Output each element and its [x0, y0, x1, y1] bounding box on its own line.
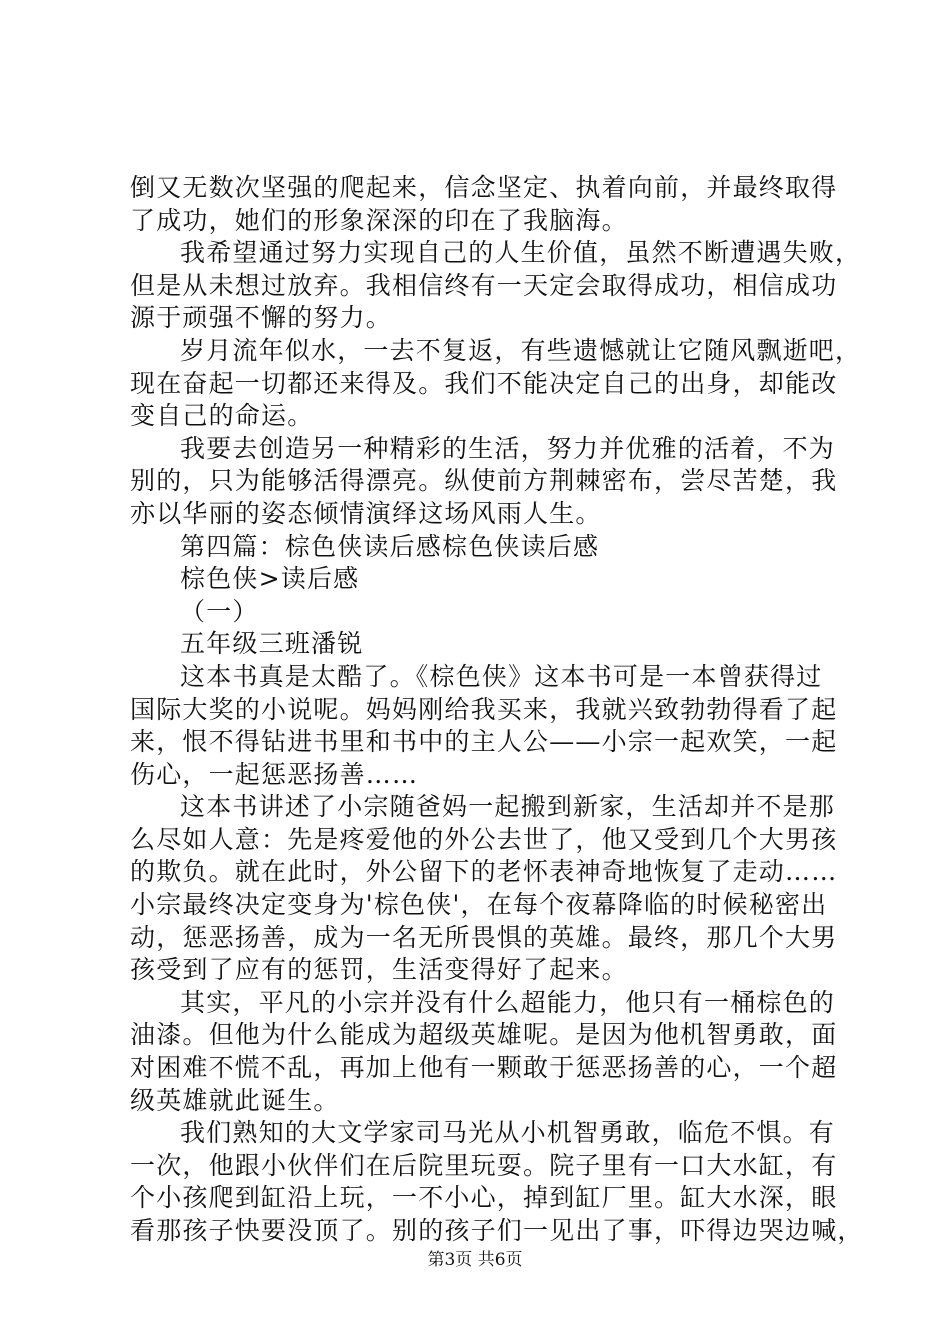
- text-line: 源于顽强不懈的努力。: [130, 303, 393, 333]
- text-line: 我要去创造另一种精彩的生活，努力并优雅的活着，不为: [180, 433, 836, 463]
- text-line: （一）: [180, 596, 259, 626]
- text-line: 其实，平凡的小宗并没有什么超能力，他只有一桶棕色的: [180, 987, 836, 1017]
- text-line: 一次，他跟小伙伴们在后院里玩耍。院子里有一口大水缸，有: [130, 1150, 838, 1180]
- text-line: 级英雄就此诞生。: [130, 1085, 340, 1115]
- text-line: 小宗最终决定变身为'棕色侠'，在每个夜幕降临的时候秘密出: [130, 890, 828, 920]
- text-line: 的欺负。就在此时，外公留下的老怀表神奇地恢复了走动……: [130, 857, 838, 887]
- text-line: 倒又无数次坚强的爬起来，信念坚定、执着向前，并最终取得: [130, 173, 838, 202]
- text-line: 对困难不慌不乱，再加上他有一颗敢于惩恶扬善的心，一个超: [130, 1053, 838, 1083]
- text-line: 现在奋起一切都还来得及。我们不能决定自己的出身，却能改: [130, 368, 838, 398]
- text-line: 看那孩子快要没顶了。别的孩子们一见出了事，吓得边哭边喊，: [130, 1216, 864, 1245]
- text-line: 别的，只为能够活得漂亮。纵使前方荆棘密布，尝尽苦楚，我: [130, 466, 838, 496]
- text-line: 第四篇：棕色侠读后感棕色侠读后感: [180, 531, 600, 561]
- text-line: 么尽如人意：先是疼爱他的外公去世了，他又受到几个大男孩: [130, 824, 838, 854]
- text-line: 这本书讲述了小宗随爸妈一起搬到新家，生活却并不是那: [180, 792, 836, 822]
- text-line: 国际大奖的小说呢。妈妈刚给我买来，我就兴致勃勃得看了起: [130, 694, 838, 724]
- text-line: 我们熟知的大文学家司马光从小机智勇敢，临危不惧。有: [180, 1118, 836, 1148]
- text-line: 个小孩爬到缸沿上玩，一不小心，掉到缸厂里。缸大水深，眼: [130, 1183, 838, 1213]
- text-line: 我希望通过努力实现自己的人生价值，虽然不断遭遇失败，: [180, 238, 862, 268]
- text-line: 来，恨不得钻进书里和书中的主人公——小宗一起欢笑，一起: [130, 727, 838, 757]
- text-line: 这本书真是太酷了。《棕色侠》这本书可是一本曾获得过: [180, 661, 823, 691]
- text-line: 变自己的命运。: [130, 401, 314, 431]
- text-line: 棕色侠>读后感: [180, 564, 360, 594]
- text-line: 油漆。但他为什么能成为超级英雄呢。是因为他机智勇敢，面: [130, 1020, 838, 1050]
- text-line: 伤心，一起惩恶扬善……: [130, 759, 419, 789]
- page-footer: [0, 1245, 950, 1270]
- document-body: [130, 172, 864, 1248]
- text-line: 亦以华丽的姿态倾情演绎这场风雨人生。: [130, 498, 602, 528]
- text-line: 五年级三班潘锐: [180, 629, 364, 659]
- text-line: 动，惩恶扬善，成为一名无所畏惧的英雄。最终，那几个大男: [130, 922, 838, 952]
- page-number-label: 第3页 共6页: [427, 1250, 523, 1270]
- text-line: 但是从未想过放弃。我相信终有一天定会取得成功，相信成功: [130, 270, 838, 300]
- text-line: 岁月流年似水，一去不复返，有些遗憾就让它随风飘逝吧，: [180, 335, 862, 365]
- text-line: 孩受到了应有的惩罚，生活变得好了起来。: [130, 955, 628, 985]
- text-line: 了成功，她们的形象深深的印在了我脑海。: [130, 205, 628, 235]
